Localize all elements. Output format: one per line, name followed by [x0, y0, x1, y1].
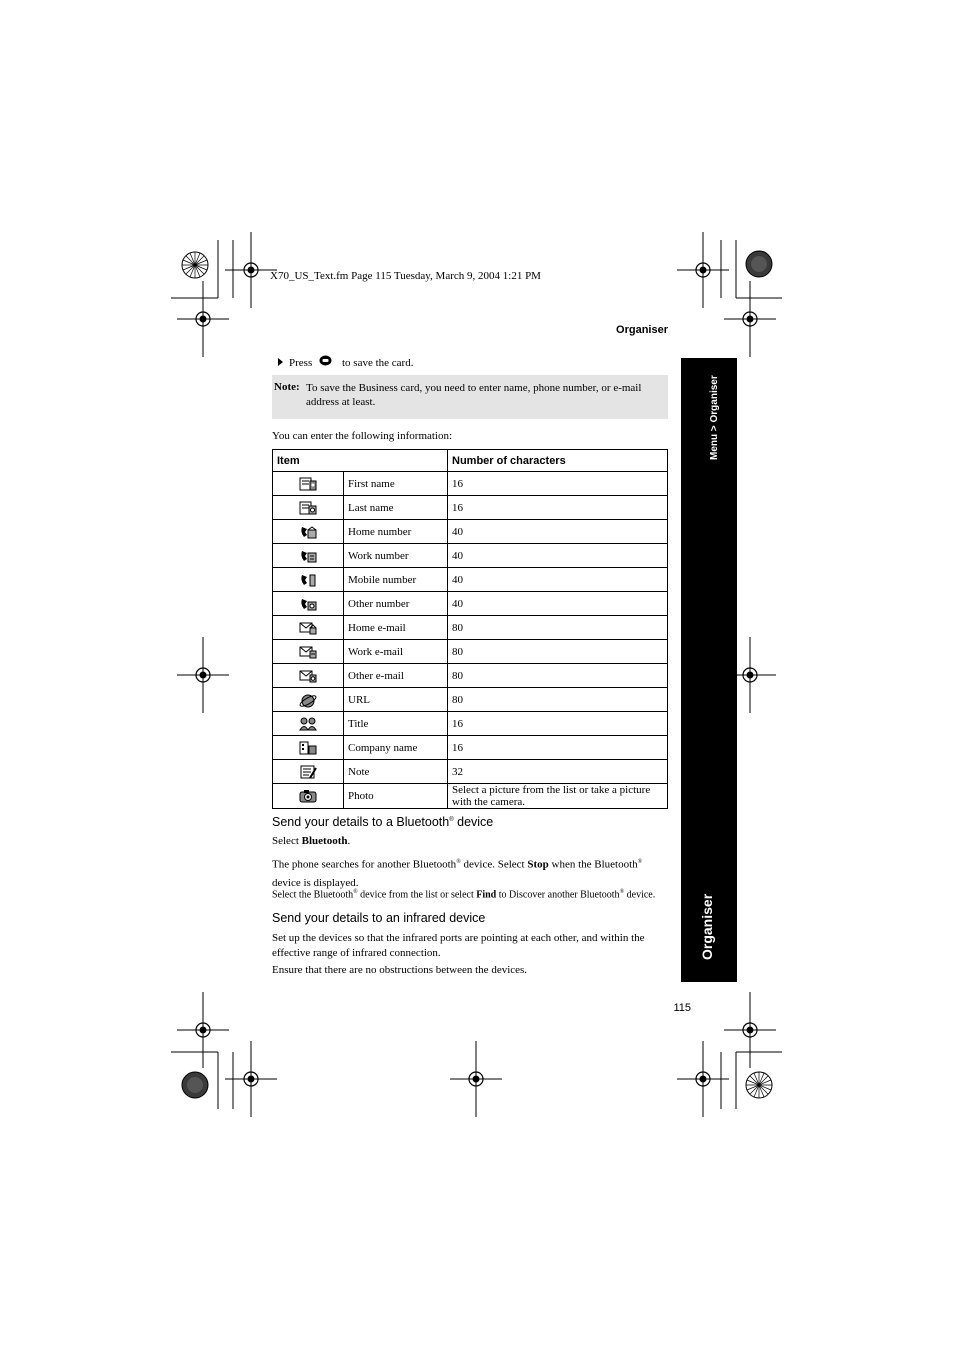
- note-icon: [299, 764, 317, 780]
- table-row-item: First name: [344, 472, 448, 496]
- table-row-chars: 40: [448, 592, 668, 616]
- table-header-row: [273, 450, 668, 472]
- bullet-arrow-icon: [278, 358, 283, 366]
- table-row-icon-cell: [273, 688, 344, 712]
- table-row-chars: 40: [448, 568, 668, 592]
- table-row: [273, 760, 668, 784]
- sidebar-section-title: Organiser: [699, 893, 715, 960]
- infrared-heading: Send your details to an infrared device: [272, 911, 486, 925]
- page-number: 115: [673, 1002, 691, 1014]
- file-info: X70_US_Text.fm Page 115 Tuesday, March 9, 2004 1:21 PM: [270, 270, 541, 282]
- table-row: [273, 664, 668, 688]
- table-row: [273, 784, 668, 809]
- table-row-item: Work number: [344, 544, 448, 568]
- table-row: [273, 496, 668, 520]
- table-row-chars: 40: [448, 544, 668, 568]
- table-row-item: Work e-mail: [344, 640, 448, 664]
- table-row-item: Note: [344, 760, 448, 784]
- table-row-icon-cell: [273, 472, 344, 496]
- work-number-icon: [299, 548, 317, 564]
- table-row: [273, 712, 668, 736]
- table-row: [273, 472, 668, 496]
- table-row-icon-cell: [273, 592, 344, 616]
- table-row-item: Company name: [344, 736, 448, 760]
- table-row-icon-cell: [273, 664, 344, 688]
- section-sidebar: [681, 358, 737, 982]
- table-row-item: Photo: [344, 784, 448, 809]
- table-row: [273, 688, 668, 712]
- work-email-icon: [299, 644, 317, 660]
- table-row: [273, 520, 668, 544]
- softkey-icon: [319, 355, 332, 366]
- card-fields-table: [272, 449, 668, 809]
- table-row-chars: 16: [448, 472, 668, 496]
- sidebar-breadcrumb: Menu > Organiser: [709, 375, 720, 460]
- table-row-item: Title: [344, 712, 448, 736]
- company-name-icon: [299, 740, 317, 756]
- table-row-icon-cell: [273, 736, 344, 760]
- table-row-icon-cell: [273, 760, 344, 784]
- table-row-icon-cell: [273, 712, 344, 736]
- table-row: [273, 736, 668, 760]
- mobile-number-icon: [299, 572, 317, 588]
- table-row-item: URL: [344, 688, 448, 712]
- table-row-chars: 80: [448, 664, 668, 688]
- first-name-icon: [299, 476, 317, 492]
- table-row: [273, 592, 668, 616]
- home-email-icon: [299, 620, 317, 636]
- column-header-item: Item: [273, 450, 448, 472]
- photo-icon: [299, 788, 317, 804]
- table-row: [273, 640, 668, 664]
- table-row: [273, 544, 668, 568]
- infrared-setup-text: Set up the devices so that the infrared ports are pointing at each other, and within the effective range of infrared connection.: [272, 932, 645, 959]
- table-row-icon-cell: [273, 616, 344, 640]
- table-row-icon-cell: [273, 640, 344, 664]
- other-number-icon: [299, 596, 317, 612]
- table-row-icon-cell: [273, 784, 344, 809]
- column-header-chars: Number of characters: [448, 450, 668, 472]
- table-row-icon-cell: [273, 496, 344, 520]
- table-row-item: Home number: [344, 520, 448, 544]
- table-row-icon-cell: [273, 544, 344, 568]
- table-row: [273, 568, 668, 592]
- note-text: To save the Business card, you need to enter name, phone number, or e-mail address at least.: [306, 382, 642, 408]
- table-row-chars: 16: [448, 736, 668, 760]
- press-instruction: Press to save the card.: [278, 355, 413, 369]
- table-row-item: Home e-mail: [344, 616, 448, 640]
- other-email-icon: [299, 668, 317, 684]
- table-row-chars: 16: [448, 712, 668, 736]
- note-label: Note:: [274, 381, 300, 393]
- bluetooth-search-text: The phone searches for another Bluetooth® device. Select Stop when the Bluetooth® device is displayed.: [272, 858, 643, 889]
- table-row-chars: 40: [448, 520, 668, 544]
- note-box: [272, 375, 668, 419]
- table-row-chars: Select a picture from the list or take a picture with the camera.: [448, 784, 668, 809]
- table-row-icon-cell: [273, 520, 344, 544]
- bluetooth-list-text: Select the Bluetooth® device from the list or select Find to Discover another Bluetooth® device.: [272, 889, 656, 901]
- title-icon: [299, 716, 317, 732]
- infrared-obstruction-text: Ensure that there are no obstructions between the devices.: [272, 964, 528, 976]
- table-row-icon-cell: [273, 568, 344, 592]
- page-header-title: Organiser: [616, 324, 668, 336]
- table-row-chars: 80: [448, 688, 668, 712]
- table-row-item: Last name: [344, 496, 448, 520]
- intro-text: You can enter the following information:: [272, 430, 453, 442]
- table-row-chars: 32: [448, 760, 668, 784]
- table-row-item: Mobile number: [344, 568, 448, 592]
- table-row-item: Other e-mail: [344, 664, 448, 688]
- url-icon: [299, 692, 317, 708]
- table-row-item: Other number: [344, 592, 448, 616]
- table-row-chars: 80: [448, 616, 668, 640]
- bluetooth-heading: Send your details to a Bluetooth® device: [272, 815, 494, 829]
- table-row-chars: 80: [448, 640, 668, 664]
- last-name-icon: [299, 500, 317, 516]
- table-row: [273, 616, 668, 640]
- bluetooth-select-text: Select Bluetooth.: [272, 835, 351, 847]
- home-number-icon: [299, 524, 317, 540]
- table-row-chars: 16: [448, 496, 668, 520]
